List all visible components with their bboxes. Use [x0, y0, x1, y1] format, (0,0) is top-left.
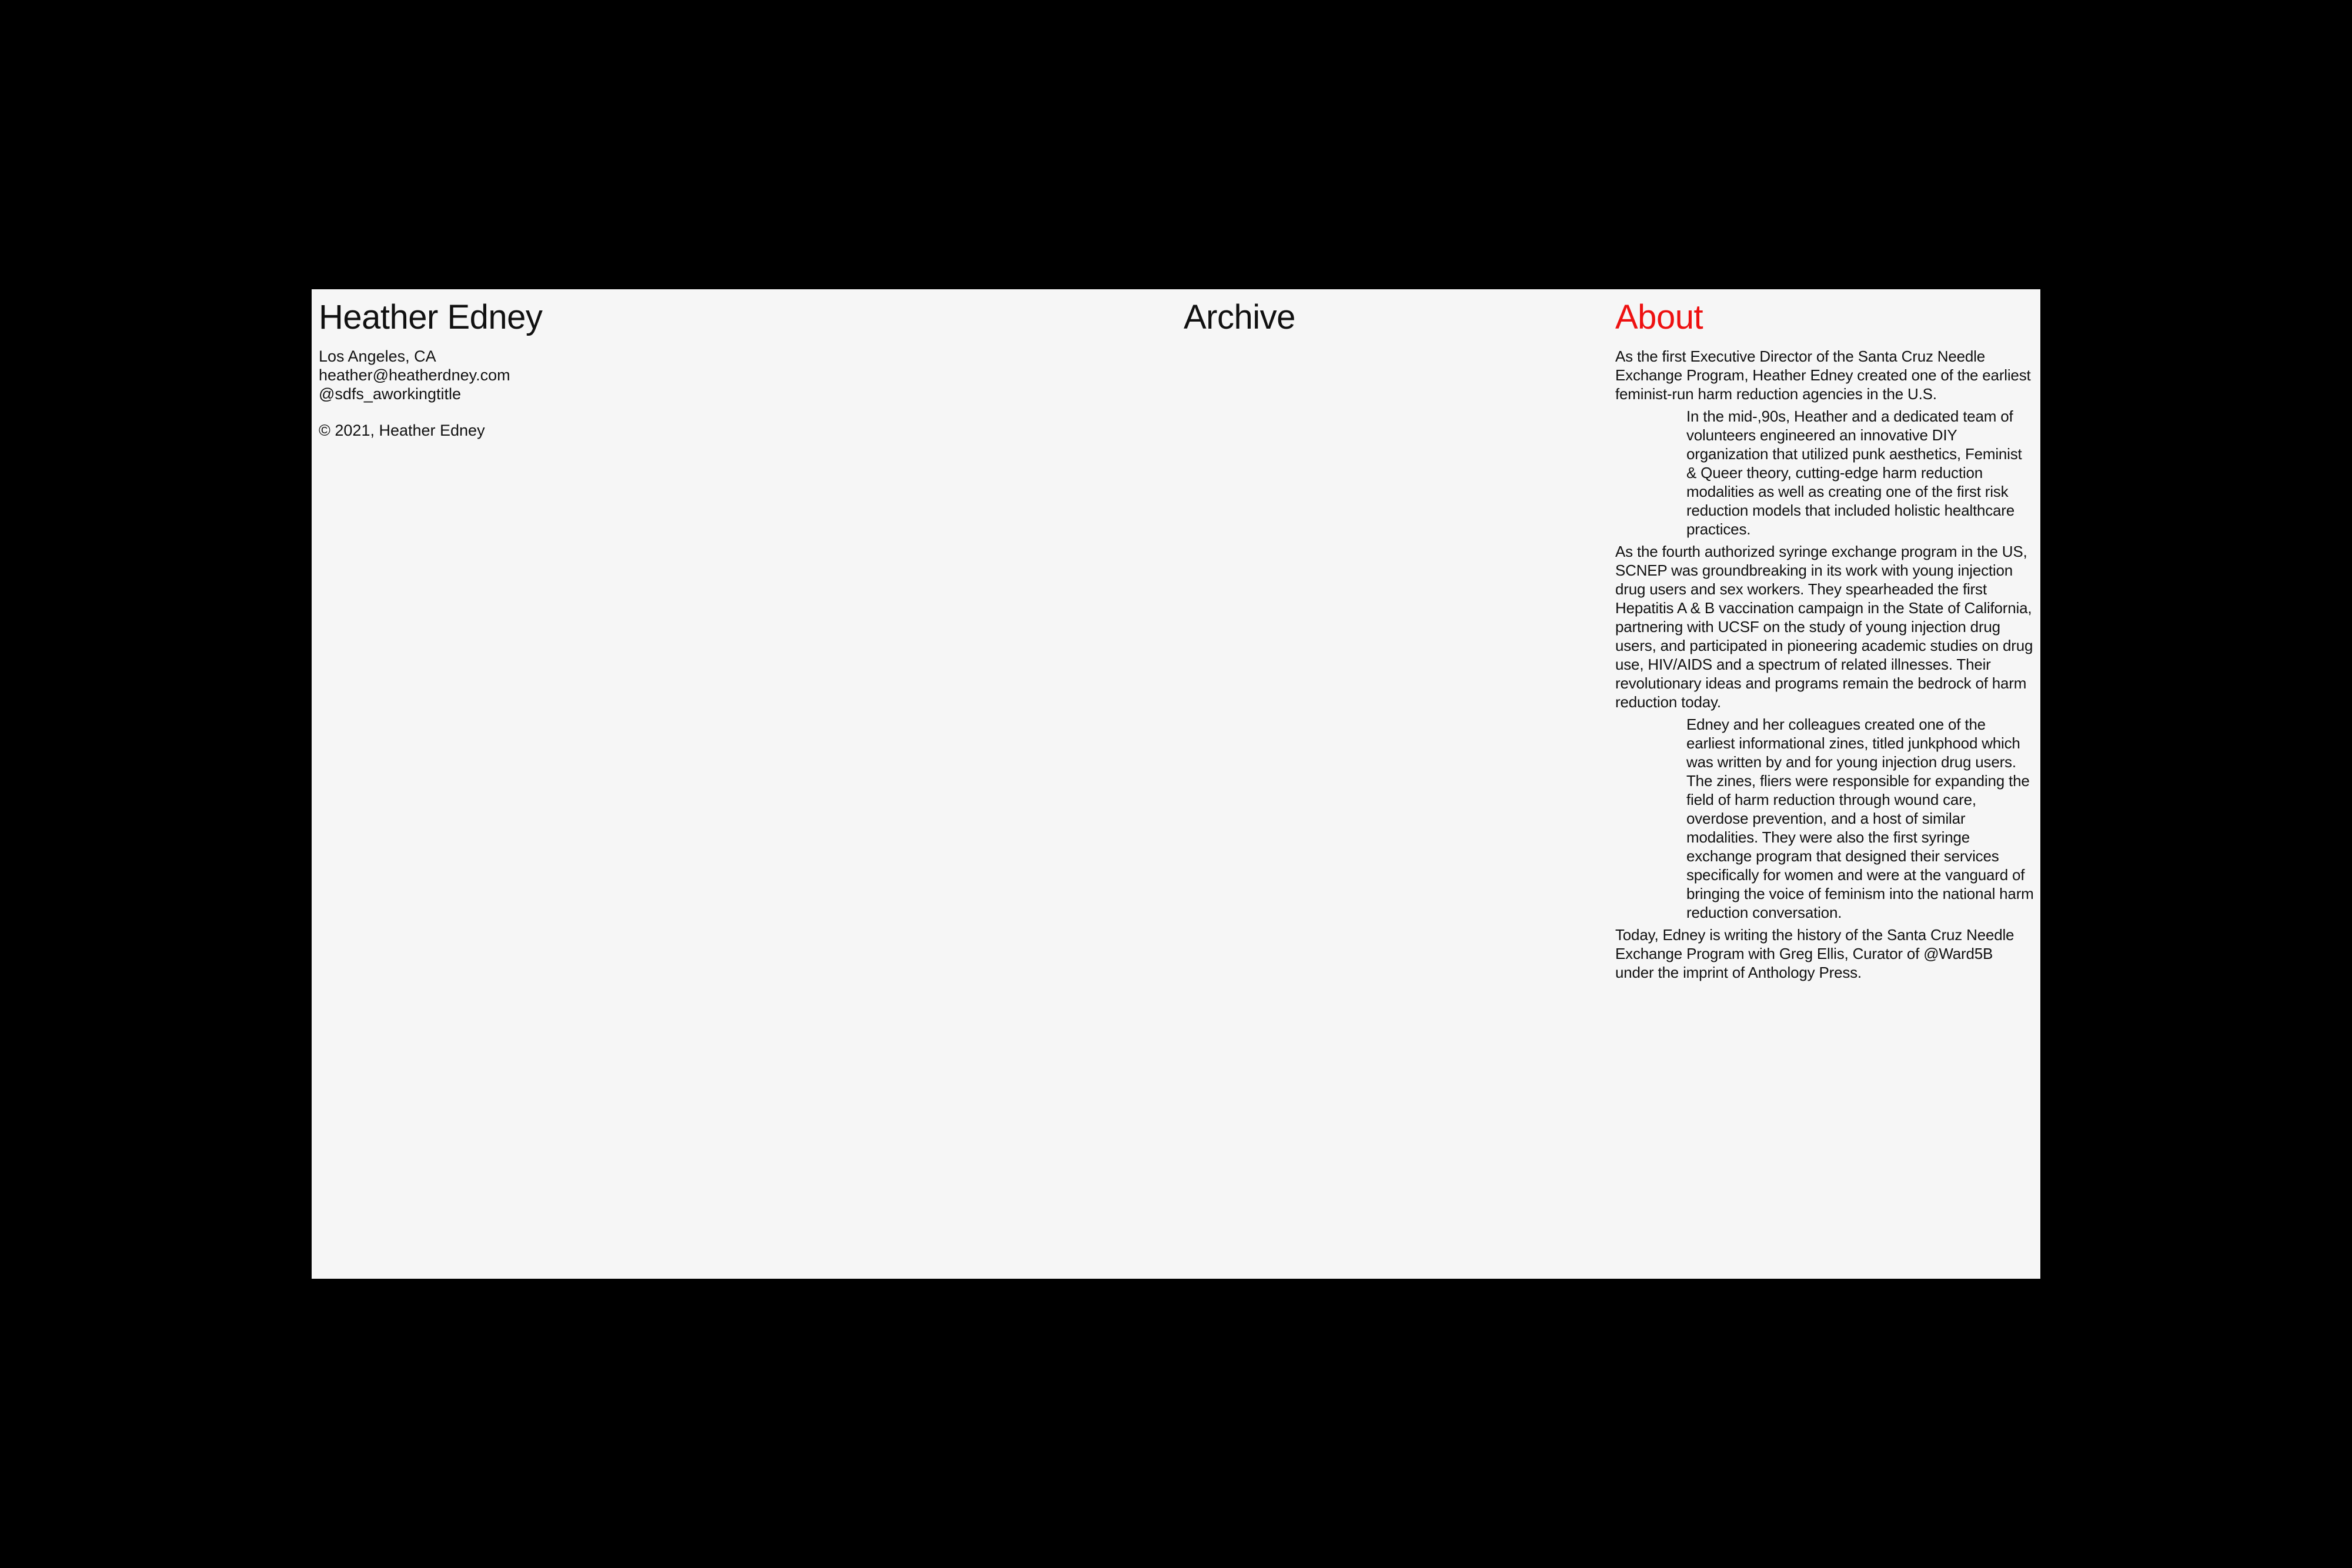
- site-title[interactable]: Heather Edney: [319, 298, 543, 336]
- about-paragraph: As the fourth authorized syringe exchange program in the US, SCNEP was groundbreaking in its work with young injection drug users and sex workers. They spearheaded the first Hepatitis A & B vaccination campaign in the State of California, partnering with UCSF on the study of young injection drug users, and participated in pioneering academic studies on drug use, HIV/AIDS and a spectrum of related illnesses. Their revolutionary ideas and programs remain the bedrock of harm reduction today.: [1615, 543, 2033, 711]
- contact-info: [319, 347, 1024, 403]
- copyright-text: © 2021, Heather Edney: [319, 422, 485, 439]
- about-paragraph: Edney and her colleagues created one of the earliest informational zines, titled junkphood which was written by and for young injection drug users. The zines, fliers were responsible for expanding the field of harm reduction through wound care, overdose prevention, and a host of similar modalities. They were also the first syringe exchange program that designed their services specifically for women and were at the vanguard of bringing the voice of feminism into the national harm reduction conversation.: [1686, 716, 2034, 921]
- about-text: [1615, 347, 2034, 982]
- left-column: [319, 296, 1024, 440]
- email-link[interactable]: heather@heatherdney.com: [319, 366, 510, 384]
- nav-archive-link[interactable]: Archive: [1184, 298, 1295, 336]
- about-column: [1615, 296, 2034, 985]
- website-page: [312, 289, 2040, 1279]
- about-paragraph: In the mid-,90s, Heather and a dedicated team of volunteers engineered an innovative DIY organization that utilized punk aesthetics, Feminist & Queer theory, cutting-edge harm reduction modalities as well as creating one of the first risk reduction models that included holistic healthcare practices.: [1686, 407, 2022, 538]
- social-handle-link[interactable]: @sdfs_aworkingtitle: [319, 385, 462, 403]
- location-text: Los Angeles, CA: [319, 347, 436, 365]
- about-paragraph: As the first Executive Director of the Santa Cruz Needle Exchange Program, Heather Edney created one of the earliest feminist-run harm reduction agencies in the U.S.: [1615, 347, 2031, 403]
- about-paragraph: Today, Edney is writing the history of the Santa Cruz Needle Exchange Program with Greg Ellis, Curator of @Ward5B under the imprint of Anthology Press.: [1615, 926, 2014, 981]
- nav-about-link[interactable]: About: [1615, 298, 1703, 336]
